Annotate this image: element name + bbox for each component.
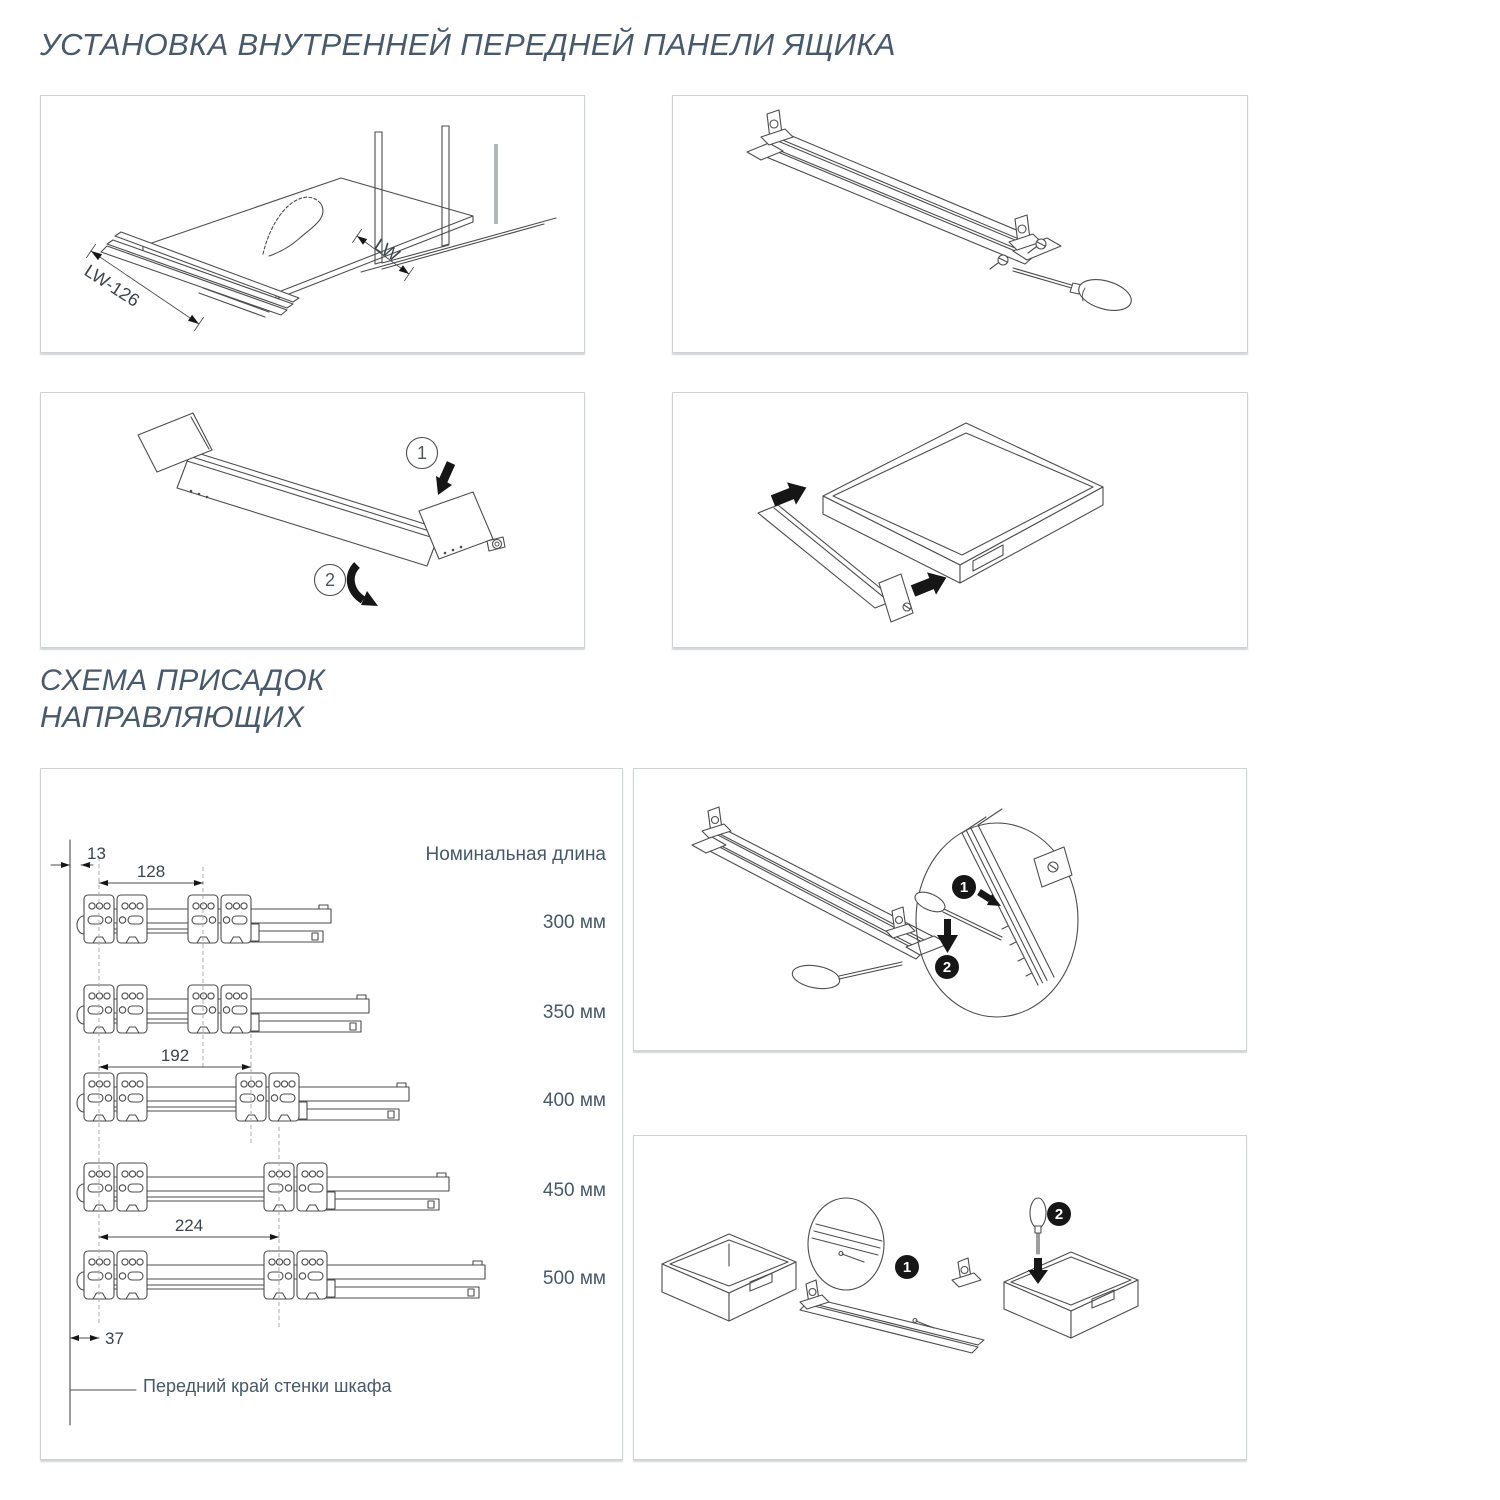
attach-rail-drawing (673, 96, 1247, 352)
row-length-500: 500 мм (542, 1268, 606, 1289)
screwdriver-icon (790, 962, 902, 992)
step-1-number: 1 (902, 1259, 912, 1276)
step-2-badge (935, 955, 959, 979)
slide-row-300 (77, 895, 331, 943)
panel-hook-front (40, 392, 585, 648)
arrow-down-icon (436, 463, 452, 495)
magnifier-detail (912, 809, 1078, 1017)
step-1-number: 1 (959, 879, 969, 896)
slide-row-400 (77, 1073, 409, 1121)
hook-front-drawing (41, 393, 584, 647)
panel-cut-to-size (40, 95, 585, 353)
step-2-marker (315, 565, 346, 596)
panel-mount-sequence (633, 1135, 1247, 1460)
dim-lw-126-label: LW-126 (80, 260, 144, 311)
row-length-400: 400 мм (542, 1090, 606, 1111)
step-2-badge (1047, 1202, 1071, 1226)
nominal-length-label: Номинальная длина (425, 844, 606, 865)
arrow-rotate-icon (351, 565, 378, 606)
drawer-box-drawing (823, 423, 1103, 583)
drilling-scheme-drawing (41, 769, 622, 1459)
step-2-number: 2 (324, 570, 336, 590)
dim-37-label: 37 (105, 1329, 124, 1348)
dim-192-label: 192 (160, 1046, 190, 1065)
dim-224-label: 224 (174, 1216, 204, 1235)
drawer-box-drawing (1004, 1252, 1138, 1338)
row-length-350: 350 мм (542, 1002, 606, 1023)
panel-rail-detail (633, 768, 1247, 1051)
dimension-192 (99, 1046, 251, 1070)
row-length-450: 450 мм (542, 1180, 606, 1201)
panel-drilling-scheme (40, 768, 623, 1460)
rail-profile (692, 827, 948, 959)
drawer-box-drawing (662, 1234, 796, 1321)
front-edge-label: Передний край стенки шкафа (143, 1376, 392, 1396)
insert-front-drawing (673, 393, 1247, 647)
dim-lw-label: LW (370, 234, 404, 266)
section-title-line2: НАПРАВЛЯЮЩИХ (40, 701, 305, 734)
page-title: УСТАНОВКА ВНУТРЕННЕЙ ПЕРЕДНЕЙ ПАНЕЛИ ЯЩИКА (40, 27, 896, 62)
slide-row-350 (77, 985, 369, 1033)
section-title-line1: СХЕМА ПРИСАДОК (40, 664, 325, 697)
dim-128-label: 128 (136, 862, 166, 881)
dim-13-label: 13 (87, 844, 106, 863)
screw-icon (990, 255, 1008, 269)
front-panel-drawing (138, 413, 505, 566)
rail-profile (800, 1258, 984, 1353)
step-1-badge (895, 1255, 919, 1279)
cut-to-size-drawing (41, 96, 584, 352)
mount-sequence-drawing (634, 1136, 1246, 1459)
screwdriver-icon (1030, 1198, 1046, 1254)
step-1-marker (407, 438, 438, 469)
step-2-number: 2 (942, 959, 952, 976)
dimension-224 (99, 1216, 279, 1240)
panel-insert-front (672, 392, 1248, 648)
step-1-badge (952, 875, 976, 899)
dimension-37 (70, 1329, 124, 1348)
screwdriver-icon (1013, 268, 1135, 316)
row-length-300: 300 мм (542, 912, 606, 933)
rail-detail-drawing (634, 769, 1246, 1050)
magnifier-detail (808, 1198, 884, 1290)
dimension-128 (99, 862, 203, 886)
arrow-down-icon (937, 919, 958, 953)
panel-attach-rail (672, 95, 1248, 353)
dimension-13 (51, 844, 106, 868)
step-2-number: 2 (1054, 1206, 1064, 1223)
step-1-number: 1 (416, 443, 428, 463)
